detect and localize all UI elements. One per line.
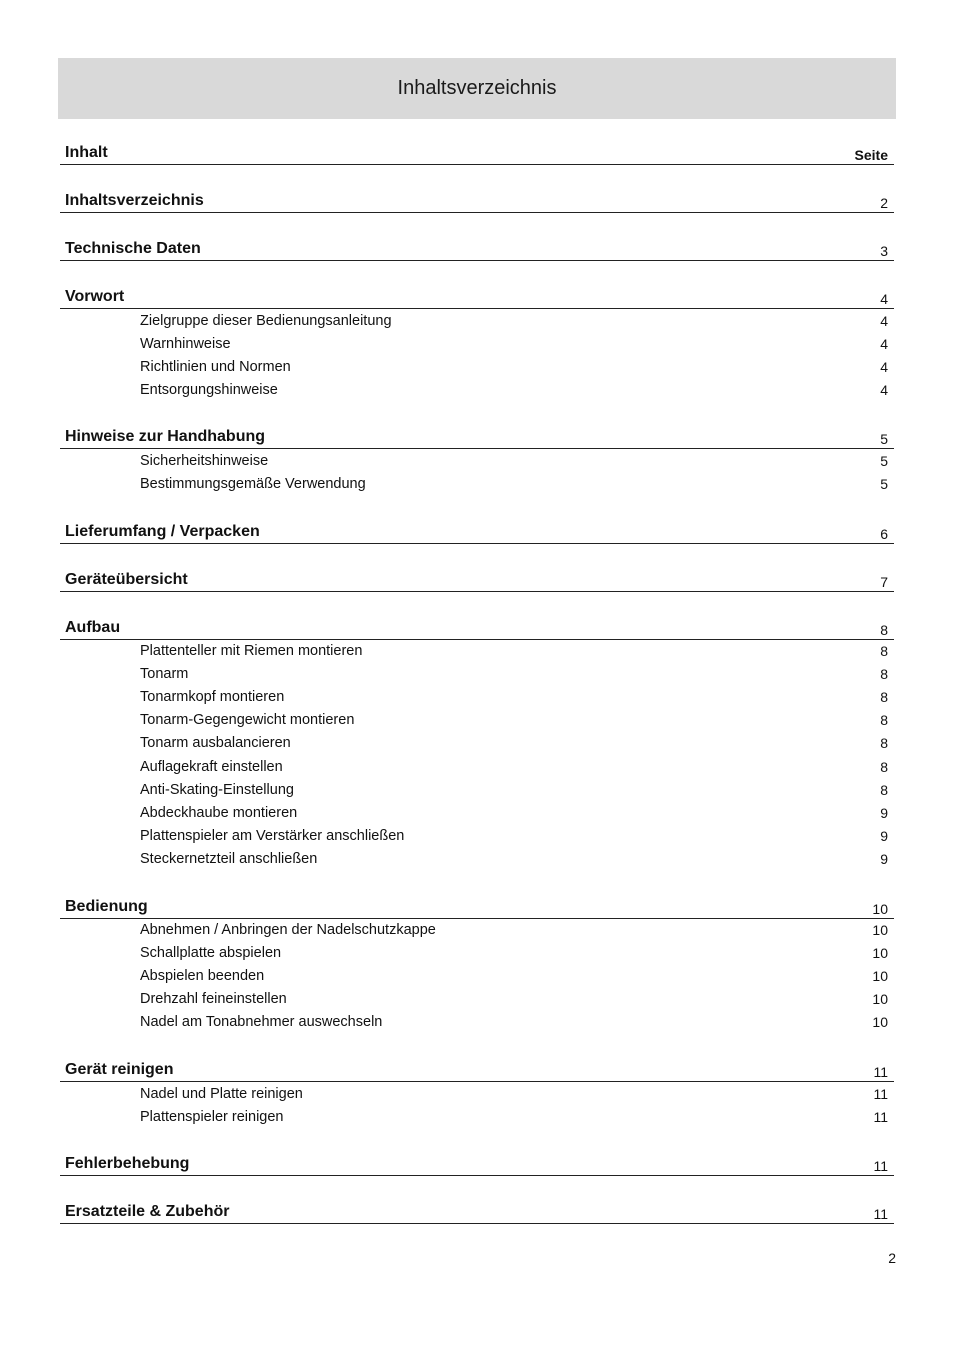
toc-section-page: 11 [873, 1158, 888, 1175]
toc-section [60, 1199, 894, 1224]
toc-subentry-page: 4 [880, 381, 888, 398]
toc-subentry-label: Abspielen beenden [140, 968, 265, 985]
toc-subentry-page: 10 [872, 1014, 888, 1031]
toc-subentry-label: Zielgruppe dieser Bedienungsanleitung [140, 312, 392, 329]
toc-header [60, 140, 894, 165]
toc-section-title: Inhaltsverzeichnis [65, 192, 204, 209]
toc-subentry-label: Tonarmkopf montieren [140, 689, 285, 706]
toc-subentry-page: 8 [880, 689, 888, 706]
toc-subentry-label: Nadel und Platte reinigen [140, 1085, 303, 1102]
toc-subentry-page: 10 [872, 991, 888, 1008]
page-number: 2 [888, 1250, 896, 1266]
toc-section-title: Vorwort [65, 288, 125, 305]
toc-section [60, 1151, 894, 1176]
toc-section-heading[interactable] [60, 1057, 894, 1082]
toc-subentry-list [60, 919, 894, 1034]
toc-subentry-label: Plattenspieler reinigen [140, 1108, 284, 1125]
toc-subentry[interactable] [60, 449, 894, 472]
toc-subentry-label: Steckernetzteil anschließen [140, 850, 318, 867]
toc-subentry-label: Anti-Skating-Einstellung [140, 781, 294, 798]
toc-section-heading[interactable] [60, 1151, 894, 1176]
toc-subentry-list [60, 1082, 894, 1128]
toc-section-heading[interactable] [60, 1199, 894, 1224]
toc-section-page: 7 [880, 573, 888, 590]
toc-subentry[interactable] [60, 1011, 894, 1034]
toc-subentry[interactable] [60, 686, 894, 709]
toc-subentry[interactable] [60, 942, 894, 965]
toc-subentry-page: 8 [880, 758, 888, 775]
toc-subentry-page: 5 [880, 476, 888, 493]
toc-section-page: 6 [880, 525, 888, 542]
toc-section-page: 5 [880, 431, 888, 448]
toc-subentry-list [60, 449, 894, 495]
toc-section [60, 615, 894, 871]
toc-section-title: Fehlerbehebung [65, 1155, 190, 1173]
toc-section-heading[interactable] [60, 284, 894, 309]
toc-section-page: 8 [880, 621, 888, 638]
toc-subentry[interactable] [60, 732, 894, 755]
toc-section-page: 4 [880, 291, 888, 307]
toc-subentry-label: Abnehmen / Anbringen der Nadelschutzkappe [140, 922, 436, 939]
toc-subentry[interactable] [60, 709, 894, 732]
toc-subentry-label: Nadel am Tonabnehmer auswechseln [140, 1014, 383, 1031]
toc-subentry[interactable] [60, 755, 894, 778]
toc-section-title: Lieferumfang / Verpacken [65, 522, 260, 540]
toc-subentry-page: 4 [880, 312, 888, 329]
toc-subentry-label: Drehzahl feineinstellen [140, 991, 287, 1008]
toc-section-page: 3 [880, 243, 888, 259]
toc-section-heading[interactable] [60, 188, 894, 213]
title-band [58, 58, 896, 119]
toc-subentry-page: 4 [880, 358, 888, 375]
toc-subentry-label: Entsorgungshinweise [140, 381, 278, 398]
toc-subentry[interactable] [60, 778, 894, 801]
toc-subentry[interactable] [60, 332, 894, 355]
toc-section [60, 894, 894, 1034]
toc-subentry-page: 11 [873, 1085, 888, 1102]
toc-subentry-page: 4 [880, 335, 888, 352]
toc-subentry[interactable] [60, 663, 894, 686]
toc-section-title: Geräteübersicht [65, 570, 188, 588]
toc-subentry-label: Plattenteller mit Riemen montieren [140, 643, 363, 660]
toc-subentry-page: 9 [880, 850, 888, 867]
toc-subentry-label: Bestimmungsgemäße Verwendung [140, 476, 366, 493]
toc-subentry-list [60, 309, 894, 401]
toc-subentry-page: 8 [880, 643, 888, 660]
toc-subentry-page: 10 [872, 922, 888, 939]
toc-section-page: 2 [880, 195, 888, 211]
toc-section-heading[interactable] [60, 567, 894, 592]
toc-header-label: Inhalt [65, 144, 108, 161]
toc-section [60, 424, 894, 495]
toc-subentry[interactable] [60, 801, 894, 824]
toc-subentry[interactable] [60, 378, 894, 401]
toc-subentry-page: 8 [880, 735, 888, 752]
toc-section-heading[interactable] [60, 424, 894, 449]
toc-subentry[interactable] [60, 847, 894, 870]
toc-subentry-page: 5 [880, 452, 888, 469]
toc-subentry-list [60, 640, 894, 871]
toc-section-title: Hinweise zur Handhabung [65, 428, 266, 446]
toc-subentry-page: 8 [880, 666, 888, 683]
toc-subentry[interactable] [60, 824, 894, 847]
toc-subentry[interactable] [60, 1105, 894, 1128]
toc-subentry-page: 9 [880, 804, 888, 821]
toc-section-heading[interactable] [60, 519, 894, 544]
toc-subentry-page: 10 [872, 968, 888, 985]
toc-subentry-label: Abdeckhaube montieren [140, 804, 298, 821]
toc-section-title: Ersatzteile & Zubehör [65, 1203, 230, 1221]
toc-section-heading[interactable] [60, 615, 894, 640]
toc-subentry[interactable] [60, 919, 894, 942]
toc-sections [60, 188, 894, 1224]
toc-section [60, 1057, 894, 1128]
toc-subentry-label: Tonarm [140, 666, 189, 683]
toc-section-page: 10 [872, 900, 888, 917]
toc-section-title: Gerät reinigen [65, 1060, 174, 1078]
toc-section-title: Technische Daten [65, 240, 201, 257]
toc-subentry-label: Tonarm-Gegengewicht montieren [140, 712, 355, 729]
page-title: Inhaltsverzeichnis [397, 77, 557, 99]
toc-section-title: Aufbau [65, 618, 121, 636]
toc-subentry-label: Tonarm ausbalancieren [140, 735, 291, 752]
toc-section-page: 11 [873, 1063, 888, 1080]
toc-section-page: 11 [873, 1206, 888, 1223]
toc-subentry-label: Sicherheitshinweise [140, 452, 269, 469]
toc-subentry-page: 9 [880, 827, 888, 844]
toc-section [60, 188, 894, 213]
toc-subentry[interactable] [60, 309, 894, 332]
toc-subentry[interactable] [60, 640, 894, 663]
toc-subentry[interactable] [60, 472, 894, 495]
toc-subentry-label: Auflagekraft einstellen [140, 758, 283, 775]
toc-section [60, 236, 894, 261]
toc-subentry-label: Schallplatte abspielen [140, 945, 282, 962]
toc-subentry-page: 11 [873, 1108, 888, 1125]
toc-section-heading[interactable] [60, 236, 894, 261]
toc-subentry[interactable] [60, 355, 894, 378]
toc-subentry-page: 8 [880, 781, 888, 798]
toc-subentry[interactable] [60, 1082, 894, 1105]
toc-header-page-label: Seite [854, 147, 888, 163]
toc-section [60, 519, 894, 544]
toc-section [60, 567, 894, 592]
toc-subentry-page: 10 [872, 945, 888, 962]
toc-subentry-label: Plattenspieler am Verstärker anschließen [140, 827, 405, 844]
toc-subentry[interactable] [60, 965, 894, 988]
toc-subentry-page: 8 [880, 712, 888, 729]
toc-section-heading[interactable] [60, 894, 894, 919]
toc-subentry-label: Richtlinien und Normen [140, 358, 291, 375]
toc-section [60, 284, 894, 401]
table-of-contents [60, 140, 894, 1224]
toc-subentry-label: Warnhinweise [140, 335, 231, 352]
toc-section-title: Bedienung [65, 897, 148, 915]
toc-subentry[interactable] [60, 988, 894, 1011]
